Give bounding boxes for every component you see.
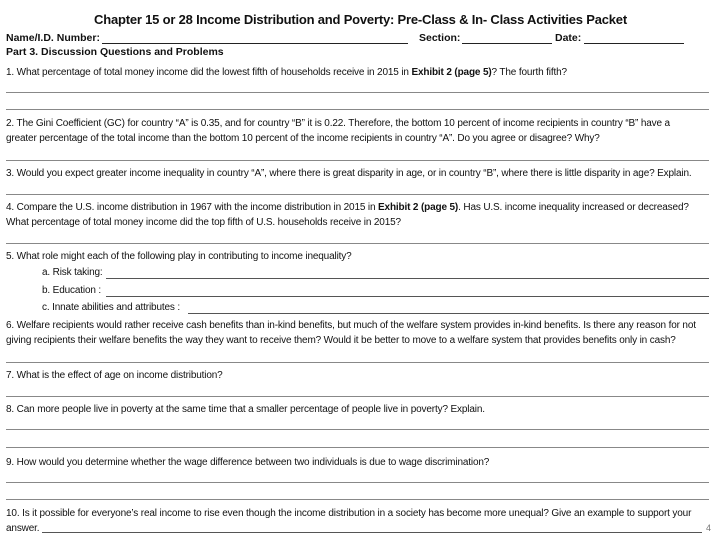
question-8: 8. Can more people live in poverty at the same time that a smaller percentage of people live in poverty? Explain. [6, 404, 485, 415]
question-6 [6, 318, 714, 348]
risk-taking-label: a. Risk taking: [42, 267, 103, 278]
risk-taking-answer-line[interactable] [106, 278, 709, 279]
question-3: 3. Would you expect greater income inequality in country “A”, where there is great disparity in age, or in country “B”, where there is little disparity in age? Explain. [6, 168, 692, 179]
answer-line[interactable] [6, 362, 709, 363]
name-label: Name/I.D. Number: [6, 32, 100, 44]
question-9: 9. How would you determine whether the wage difference between two individuals is due to wage discrimination? [6, 457, 490, 468]
question-1-text: 1. What percentage of total money income did the lowest fifth of households receive in 2015 in [6, 67, 412, 78]
question-2 [6, 116, 714, 146]
question-4 [6, 200, 714, 230]
question-6-line-2: giving recipients their welfare benefits the way they want to receive them? Would it be better to move to a welfare system that provides benefits only in cash? [6, 335, 676, 346]
question-10-line-1: 10. Is it possible for everyone’s real income to rise even though the income distribution in a society has become more unequal? Give an example to support your [6, 508, 692, 519]
answer-line[interactable] [6, 499, 709, 500]
section-label: Section: [419, 32, 461, 44]
page-title: Chapter 15 or 28 Income Distribution and Poverty: Pre-Class & In- Class Activities Packet [94, 12, 627, 27]
answer-line[interactable] [6, 109, 709, 110]
answer-line[interactable] [6, 447, 709, 448]
question-5: 5. What role might each of the following play in contributing to income inequality? [6, 251, 352, 262]
page-number: 4 [705, 523, 711, 533]
question-1-text-end: ? The fourth fifth? [491, 67, 567, 78]
answer-line[interactable] [6, 429, 709, 430]
education-label: b. Education : [42, 285, 102, 296]
answer-line[interactable] [6, 482, 709, 483]
education-answer-line[interactable] [106, 296, 709, 297]
answer-line[interactable] [6, 194, 709, 195]
question-4-line-2: What percentage of total money income did the top fifth of U.S. households receive in 2015? [6, 217, 401, 228]
part-heading: Part 3. Discussion Questions and Problems [6, 46, 224, 58]
answer-line[interactable] [6, 396, 709, 397]
question-4-text-end: . Has U.S. income inequality increased or decreased? [458, 202, 689, 213]
question-7: 7. What is the effect of age on income distribution? [6, 370, 223, 381]
question-1 [6, 65, 714, 80]
exhibit-reference: Exhibit 2 (page 5) [378, 202, 459, 213]
section-field[interactable] [462, 43, 552, 44]
question-2-line-2: greater percentage of the total income than the bottom 10 percent of the income recipients in country “A”. Do you agree or disagree? Why? [6, 133, 600, 144]
answer-line[interactable] [6, 160, 709, 161]
exhibit-reference: Exhibit 2 (page 5) [411, 67, 492, 78]
answer-line[interactable] [6, 243, 709, 244]
innate-abilities-answer-line[interactable] [188, 313, 709, 314]
header-fields [6, 32, 714, 46]
question-10-line-2: answer. [6, 523, 40, 534]
innate-abilities-label: c. Innate abilities and attributes : [42, 302, 181, 313]
name-field[interactable] [102, 43, 408, 44]
date-field[interactable] [584, 43, 684, 44]
date-label: Date: [555, 32, 582, 44]
answer-line[interactable] [6, 92, 709, 93]
answer-line[interactable] [42, 532, 702, 533]
question-4-text: 4. Compare the U.S. income distribution in 1967 with the income distribution in 2015 in [6, 202, 379, 213]
question-2-line-1: 2. The Gini Coefficient (GC) for country “A” is 0.35, and for country “B” it is 0.22. Therefore, the bottom 10 percent of income recipients in country “B” have a [6, 118, 670, 129]
question-6-line-1: 6. Welfare recipients would rather receive cash benefits than in-kind benefits, but much of the welfare system provides in-kind benefits. Is there any reason for not [6, 320, 696, 331]
